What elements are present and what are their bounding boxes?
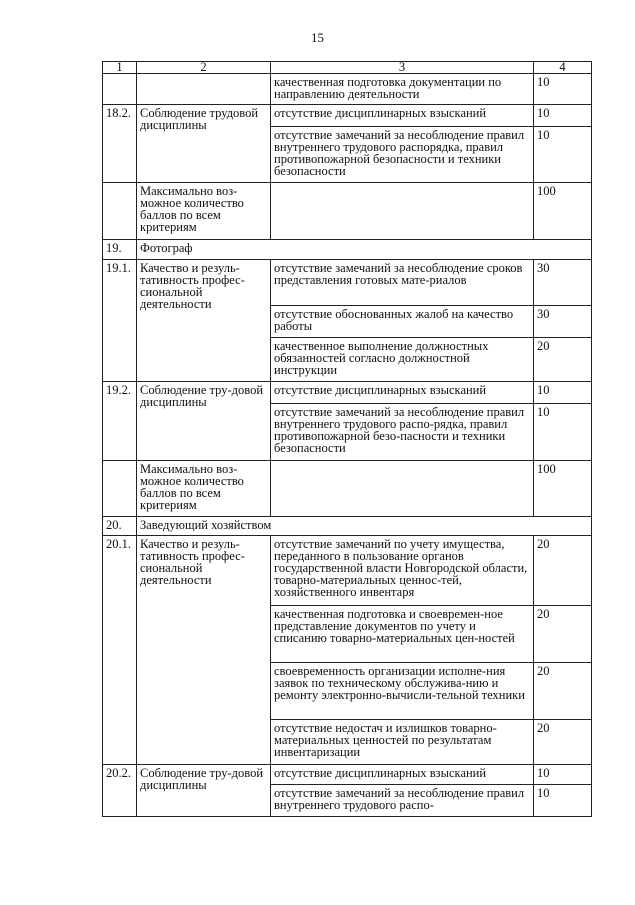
points-cell: 20 [534,338,592,382]
category-cell: Соблюдение трудовой дисциплины [137,105,271,183]
points-cell: 30 [534,306,592,338]
header-col-4: 4 [534,62,592,74]
max-score-label: Максимально воз-можное количество баллов по всем критериям [137,461,271,517]
table-row [103,765,592,785]
points-cell: 20 [534,606,592,663]
header-col-2: 2 [137,62,271,74]
table-row [103,382,592,404]
section-number: 20. [103,517,137,536]
category-cell: Качество и резуль-тативность профес-сиональной деятельности [137,260,271,382]
category-cell [137,74,271,105]
points-cell: 10 [534,404,592,461]
criteria-table [102,61,592,817]
max-score-label: Максимально воз-можное количество баллов по всем критериям [137,183,271,240]
table-row [103,105,592,127]
criterion-cell [271,461,534,517]
section-number: 19. [103,240,137,260]
criterion-cell: качественная подготовка и своевремен-ное представление документов по учету и списанию товарно-материальных цен-ностей [271,606,534,663]
criterion-cell: отсутствие обоснованных жалоб на качество работы [271,306,534,338]
criterion-cell: отсутствие недостач и излишков товарно-материальных ценностей по результатам инвентаризации [271,720,534,765]
max-score-points: 100 [534,461,592,517]
points-cell: 10 [534,765,592,785]
max-score-row [103,183,592,240]
criterion-cell: отсутствие замечаний за несоблюдение правил внутреннего трудового распо- [271,785,534,817]
points-cell: 20 [534,536,592,606]
criterion-cell: отсутствие замечаний по учету имущества, переданного в пользование органов государственной власти Новгородской области, товарно-материальных ценнос-тей, хозяйственного инвентаря [271,536,534,606]
row-number-cell: 20.1. [103,536,137,765]
criterion-cell: качественное выполнение должностных обязанностей согласно должностной инструкции [271,338,534,382]
row-number-cell: 19.1. [103,260,137,382]
points-cell: 10 [534,127,592,183]
max-score-points: 100 [534,183,592,240]
row-number-cell: 18.2. [103,105,137,183]
row-number-cell: 20.2. [103,765,137,817]
criterion-cell: своевременность организации исполне-ния заявок по техническому обслужива-нию и ремонту электронно-вычисли-тельной техники [271,663,534,720]
criterion-cell: отсутствие замечаний за несоблюдение правил внутреннего трудового распо-рядка, правил противопожарной безо-пасности и техники безопасности [271,404,534,461]
points-cell: 10 [534,74,592,105]
header-col-3: 3 [271,62,534,74]
category-cell: Соблюдение тру-довой дисциплины [137,382,271,461]
row-number-cell [103,461,137,517]
points-cell: 20 [534,663,592,720]
points-cell: 10 [534,785,592,817]
row-number-cell: 19.2. [103,382,137,461]
category-cell: Качество и резуль-тативность профес-сиональной деятельности [137,536,271,765]
points-cell: 10 [534,105,592,127]
section-title: Заведующий хозяйством [137,517,592,536]
page-number: 15 [311,30,324,45]
criterion-cell: отсутствие замечаний за несоблюдение правил внутреннего трудового распорядка, правил противопожарной безопасности и техники безопасности [271,127,534,183]
section-row-photographer [103,240,592,260]
section-title: Фотограф [137,240,592,260]
criterion-cell: отсутствие замечаний за несоблюдение сроков представления готовых мате-риалов [271,260,534,306]
criterion-cell: качественная подготовка документации по направлению деятельности [271,74,534,105]
row-number-cell [103,183,137,240]
table-row [103,260,592,306]
table-header-row [103,62,592,74]
table-row [103,74,592,105]
points-cell: 20 [534,720,592,765]
criterion-cell [271,183,534,240]
criterion-cell: отсутствие дисциплинарных взысканий [271,382,534,404]
section-row-housekeeper [103,517,592,536]
max-score-row [103,461,592,517]
header-col-1: 1 [103,62,137,74]
criterion-cell: отсутствие дисциплинарных взысканий [271,105,534,127]
points-cell: 10 [534,382,592,404]
category-cell: Соблюдение тру-довой дисциплины [137,765,271,817]
points-cell: 30 [534,260,592,306]
criterion-cell: отсутствие дисциплинарных взысканий [271,765,534,785]
table-row [103,536,592,606]
row-number-cell [103,74,137,105]
